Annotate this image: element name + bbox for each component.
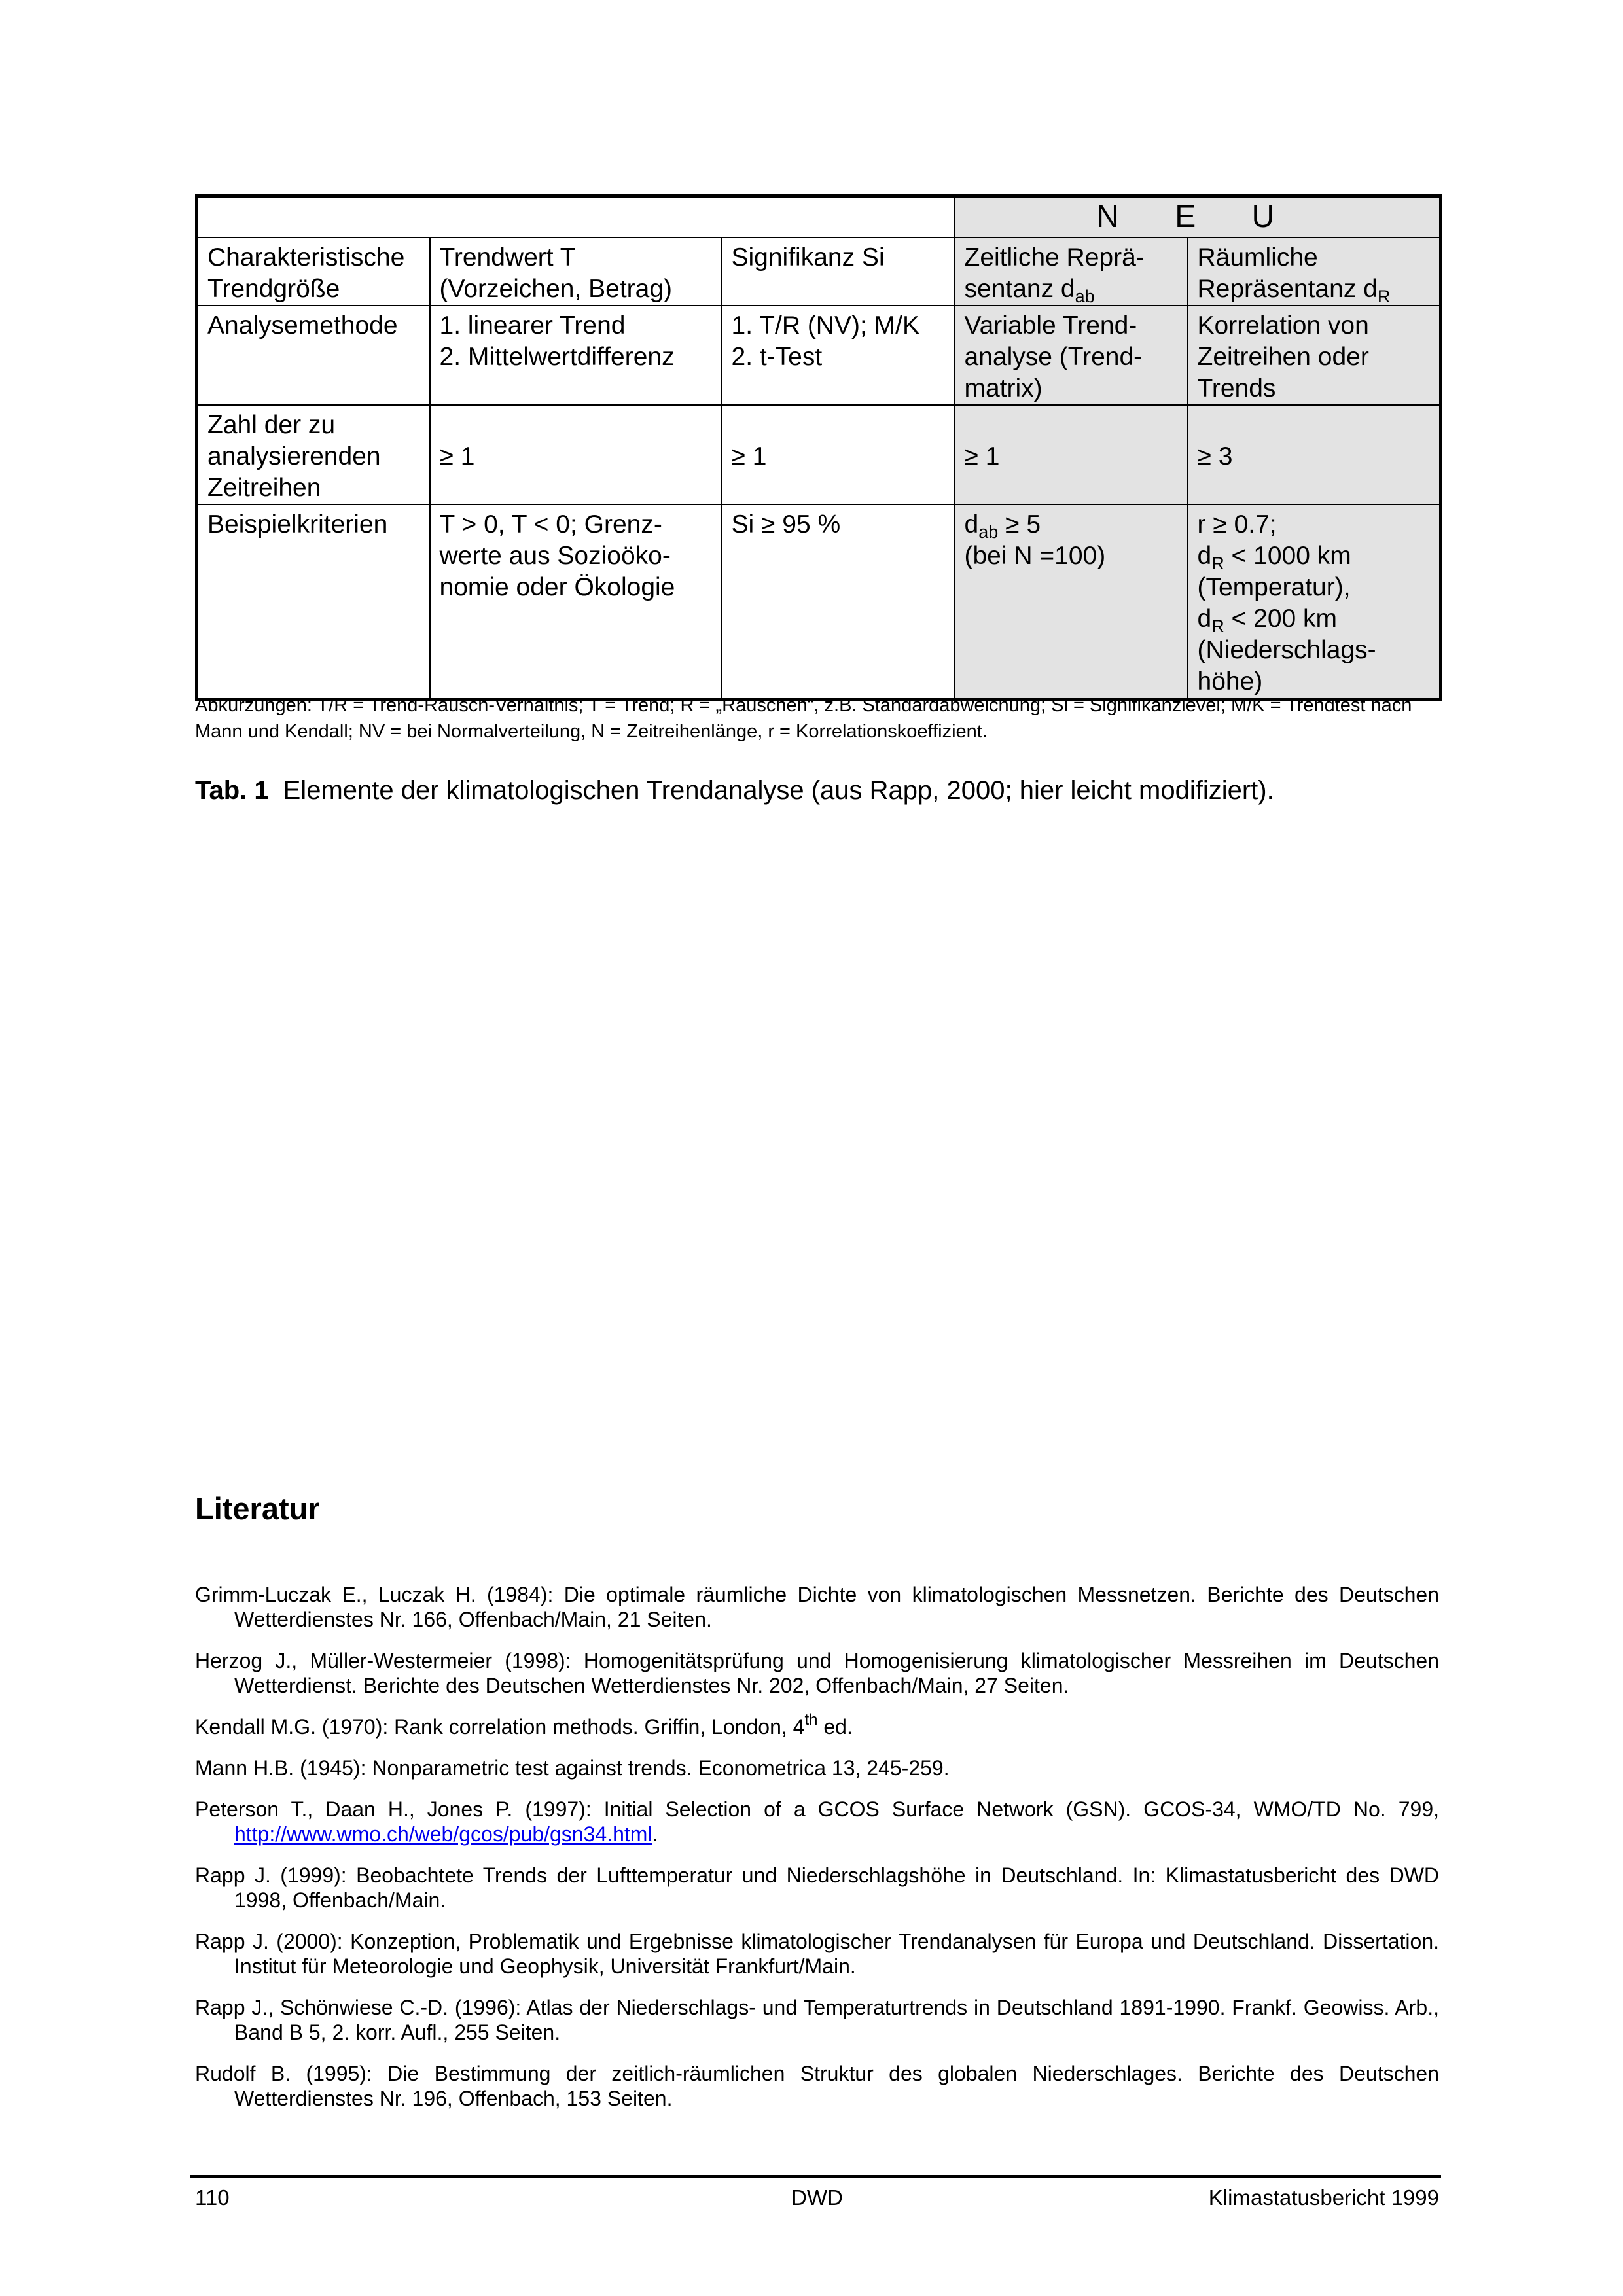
reference-item: Herzog J., Müller-Westermeier (1998): Homogenitätsprüfung und Homogenisierung klimatologischer Messreihen im Deutschen Wetterdienst. Berichte des Deutschen Wetterdienstes Nr. 202, Offenbach/Main, 27 Seiten. [195, 1649, 1439, 1697]
footer-report-title: Klimastatusbericht 1999 [1208, 2185, 1439, 2210]
trend-analysis-table [195, 194, 1442, 701]
reference-item: Kendall M.G. (1970): Rank correlation methods. Griffin, London, 4th ed. [195, 1711, 853, 1739]
caption-text: Elemente der klimatologischen Trendanalyse (aus Rapp, 2000; hier leicht modifiziert). [283, 776, 1274, 805]
row-label-characteristic: Charakteristische Trendgröße [197, 238, 430, 306]
table-row [197, 405, 1441, 504]
gsn-link[interactable]: http://www.wmo.ch/web/gcos/pub/gsn34.html [234, 1822, 652, 1846]
cell-method-temporal: Variable Trend-analyse (Trend-matrix) [955, 306, 1188, 405]
cell-count-spatial: ≥ 3 [1188, 405, 1441, 504]
reference-item: Rapp J. (2000): Konzeption, Problematik und Ergebnisse klimatologischer Trendanalysen für Europa und Deutschland. Dissertation. Institut für Meteorologie und Geophysik, Universität Frankfurt/Main. [195, 1930, 1439, 1978]
table-abbreviations-note: Abkürzungen: T/R = Trend-Rausch-Verhältnis; T = Trend; R = „Rauschen“, z.B. Standardabweichung; Si = Signifikanzlevel; M/K = Trendtest nach Mann und Kendall; NV = bei Normalverteilung, N = Zeitreihenlänge, r = Korrelationskoeffizient. [195, 695, 1412, 742]
cell-criteria-spatial: r ≥ 0.7; $d_R < 1000$ km (Temperatur), $d_R < 200$ km (Niederschlags-höhe) [1188, 504, 1441, 699]
table-row [197, 196, 1441, 238]
cell-count-trend: ≥ 1 [430, 405, 722, 504]
cell-significance: Signifikanz Si [722, 238, 955, 306]
reference-item: Mann H.B. (1945): Nonparametric test against trends. Econometrica 13, 245-259. [195, 1756, 950, 1780]
cell-spatial-representativeness: Räumliche Repräsentanz $d_R$ [1188, 238, 1441, 306]
reference-item: Peterson T., Daan H., Jones P. (1997): Initial Selection of a GCOS Surface Network (GSN). GCOS-34, WMO/TD No. 799, http://www.wmo.ch/web/gcos/pub/gsn34.html. [195, 1797, 1439, 1846]
literature-heading: Literatur [195, 1491, 320, 1526]
page-number: 110 [195, 2185, 230, 2210]
page-footer [195, 2185, 1439, 2214]
reference-list [195, 1582, 1439, 2127]
table-row [197, 306, 1441, 405]
table-caption [195, 774, 1439, 807]
cell-trend-value: Trendwert T (Vorzeichen, Betrag) [430, 238, 722, 306]
cell-method-spatial: Korrelation von Zeitreihen oder Trends [1188, 306, 1441, 405]
neu-header: N E U [955, 196, 1441, 238]
row-label-criteria: Beispielkriterien [197, 504, 430, 699]
cell-criteria-trend: T > 0, T < 0; Grenz-werte aus Sozioöko-nomie oder Ökologie [430, 504, 722, 699]
cell-count-temporal: ≥ 1 [955, 405, 1188, 504]
row-label-method: Analysemethode [197, 306, 430, 405]
reference-item: Rudolf B. (1995): Die Bestimmung der zeitlich-räumlichen Struktur des globalen Niederschlages. Berichte des Deutschen Wetterdienstes Nr. 196, Offenbach, 153 Seiten. [195, 2062, 1439, 2110]
reference-item: Rapp J. (1999): Beobachtete Trends der Lufttemperatur und Niederschlagshöhe in Deutschland. In: Klimastatusbericht des DWD 1998, Offenbach/Main. [195, 1863, 1439, 1912]
empty-header-cell [197, 196, 955, 238]
cell-method-significance: 1. T/R (NV); M/K 2. t-Test [722, 306, 955, 405]
cell-criteria-significance: Si ≥ 95 % [722, 504, 955, 699]
cell-criteria-temporal: $d_{ab} \ge 5$ (bei N =100) [955, 504, 1188, 699]
cell-count-significance: ≥ 1 [722, 405, 955, 504]
footer-rule [190, 2175, 1441, 2178]
cell-temporal-representativeness: Zeitliche Reprä-sentanz $d_{ab}$ [955, 238, 1188, 306]
table-row [197, 238, 1441, 306]
caption-label: Tab. 1 [195, 776, 269, 805]
reference-item: Grimm-Luczak E., Luczak H. (1984): Die optimale räumliche Dichte von klimatologischen Messnetzen. Berichte des Deutschen Wetterdienstes Nr. 166, Offenbach/Main, 21 Seiten. [195, 1583, 1439, 1631]
reference-item: Rapp J., Schönwiese C.-D. (1996): Atlas der Niederschlags- und Temperaturtrends in Deutschland 1891-1990. Frankf. Geowiss. Arb., Band B 5, 2. korr. Aufl., 255 Seiten. [195, 1996, 1439, 2044]
row-label-series-count: Zahl der zu analysierenden Zeitreihen [197, 405, 430, 504]
table-row [197, 504, 1441, 699]
cell-method-trend: 1. linearer Trend 2. Mittelwertdifferenz [430, 306, 722, 405]
footer-publisher: DWD [791, 2185, 843, 2210]
